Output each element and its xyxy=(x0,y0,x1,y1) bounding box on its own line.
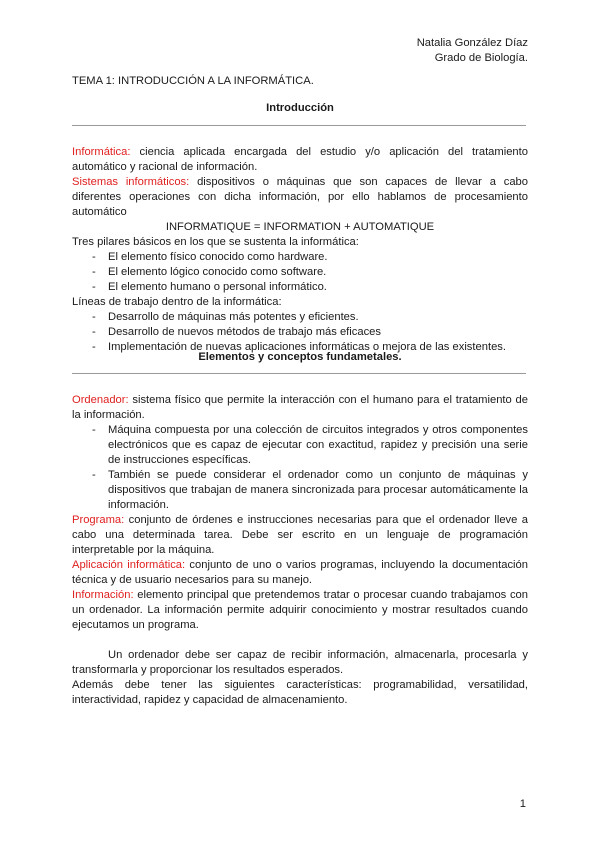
term-programa: Programa: xyxy=(72,514,125,526)
list-item: - Desarrollo de nuevos métodos de trabajo más eficaces xyxy=(72,325,528,340)
list-item: - El elemento físico conocido como hardware. xyxy=(72,250,528,265)
def-ordenador: sistema físico que permite la interacción con el humano para el tratamiento de la información. xyxy=(72,394,528,421)
pillars-intro: Tres pilares básicos en los que se sustenta la informática: xyxy=(72,236,359,248)
author-header xyxy=(417,36,528,66)
definition-informacion xyxy=(72,588,528,633)
list-item: - Implementación de nuevas aplicaciones informáticas o mejora de las existentes. xyxy=(72,340,528,355)
formula-line: INFORMATIQUE = INFORMATION + AUTOMATIQUE xyxy=(165,221,435,233)
author-name: Natalia González Díaz xyxy=(416,37,528,49)
intro-body xyxy=(72,145,528,355)
list-item: - También se puede considerar el ordenador como un conjunto de máquinas y dispositivos que trabajan de manera sincronizada para procesar automáticamente la información. xyxy=(72,468,528,513)
term-sistemas: Sistemas informáticos: xyxy=(72,176,190,188)
definition-ordenador xyxy=(72,393,528,423)
work-lines-list xyxy=(72,310,528,355)
definition-programa xyxy=(72,513,528,558)
pillars-list xyxy=(72,250,528,295)
def-sistemas: dispositivos o máquinas que son capaces de llevar a cabo diferentes operaciones con dicha información, por ello hablamos de procesamiento automático xyxy=(72,176,528,218)
term-informacion: Información: xyxy=(72,589,134,601)
section-divider xyxy=(72,373,526,374)
def-informatica: ciencia aplicada encargada del estudio y/o aplicación del tratamiento automático y racional de información. xyxy=(72,146,528,173)
definition-informatica xyxy=(72,145,528,175)
def-informacion: elemento principal que pretendemos tratar o procesar cuando trabajamos con un ordenador. La información permite adquirir conocimiento y mostrar resultados cuando ejecutamos un programa. xyxy=(72,589,528,631)
def-programa: conjunto de órdenes e instrucciones necesarias para que el ordenador lleve a cabo una determinada tarea. Debe ser escrito en un lenguaje de programación interpretable por la máquina. xyxy=(72,514,528,556)
list-item: - Máquina compuesta por una colección de circuitos integrados y otros componentes electrónicos que es capaz de ejecutar con exactitud, rapidez y precisión una serie de instrucciones específicas. xyxy=(72,423,528,468)
concepts-body xyxy=(72,393,528,708)
definition-sistemas xyxy=(72,175,528,220)
term-aplicacion: Aplicación informática: xyxy=(72,559,186,571)
list-item: - El elemento lógico conocido como software. xyxy=(72,265,528,280)
def-aplicacion: conjunto de uno o varios programas, incluyendo la documentación técnica y de usuario necesarios para su manejo. xyxy=(72,559,528,586)
topic-title: TEMA 1: INTRODUCCIÓN A LA INFORMÁTICA. xyxy=(72,75,314,87)
lines-intro: Líneas de trabajo dentro de la informática: xyxy=(72,296,282,308)
term-informatica: Informática: xyxy=(72,146,131,158)
definition-aplicacion xyxy=(72,558,528,588)
term-ordenador: Ordenador: xyxy=(72,394,129,406)
author-degree: Grado de Biología. xyxy=(434,52,528,64)
page-number: 1 xyxy=(519,798,526,810)
list-item: - Desarrollo de máquinas más potentes y eficientes. xyxy=(72,310,528,325)
ordenador-list xyxy=(72,423,528,513)
list-item: - El elemento humano o personal informático. xyxy=(72,280,528,295)
section-heading-introduccion: Introducción xyxy=(266,102,334,114)
closing-paragraph-1: Un ordenador debe ser capaz de recibir información, almacenarla, procesarla y transformarla y proporcionar los resultados esperados. xyxy=(72,649,528,676)
section-heading-elementos: Elementos y conceptos fundametales. xyxy=(198,351,402,363)
closing-paragraph-2: Además debe tener las siguientes características: programabilidad, versatilidad, interactividad, rapidez y capacidad de almacenamiento. xyxy=(72,679,528,706)
section-divider xyxy=(72,125,526,126)
